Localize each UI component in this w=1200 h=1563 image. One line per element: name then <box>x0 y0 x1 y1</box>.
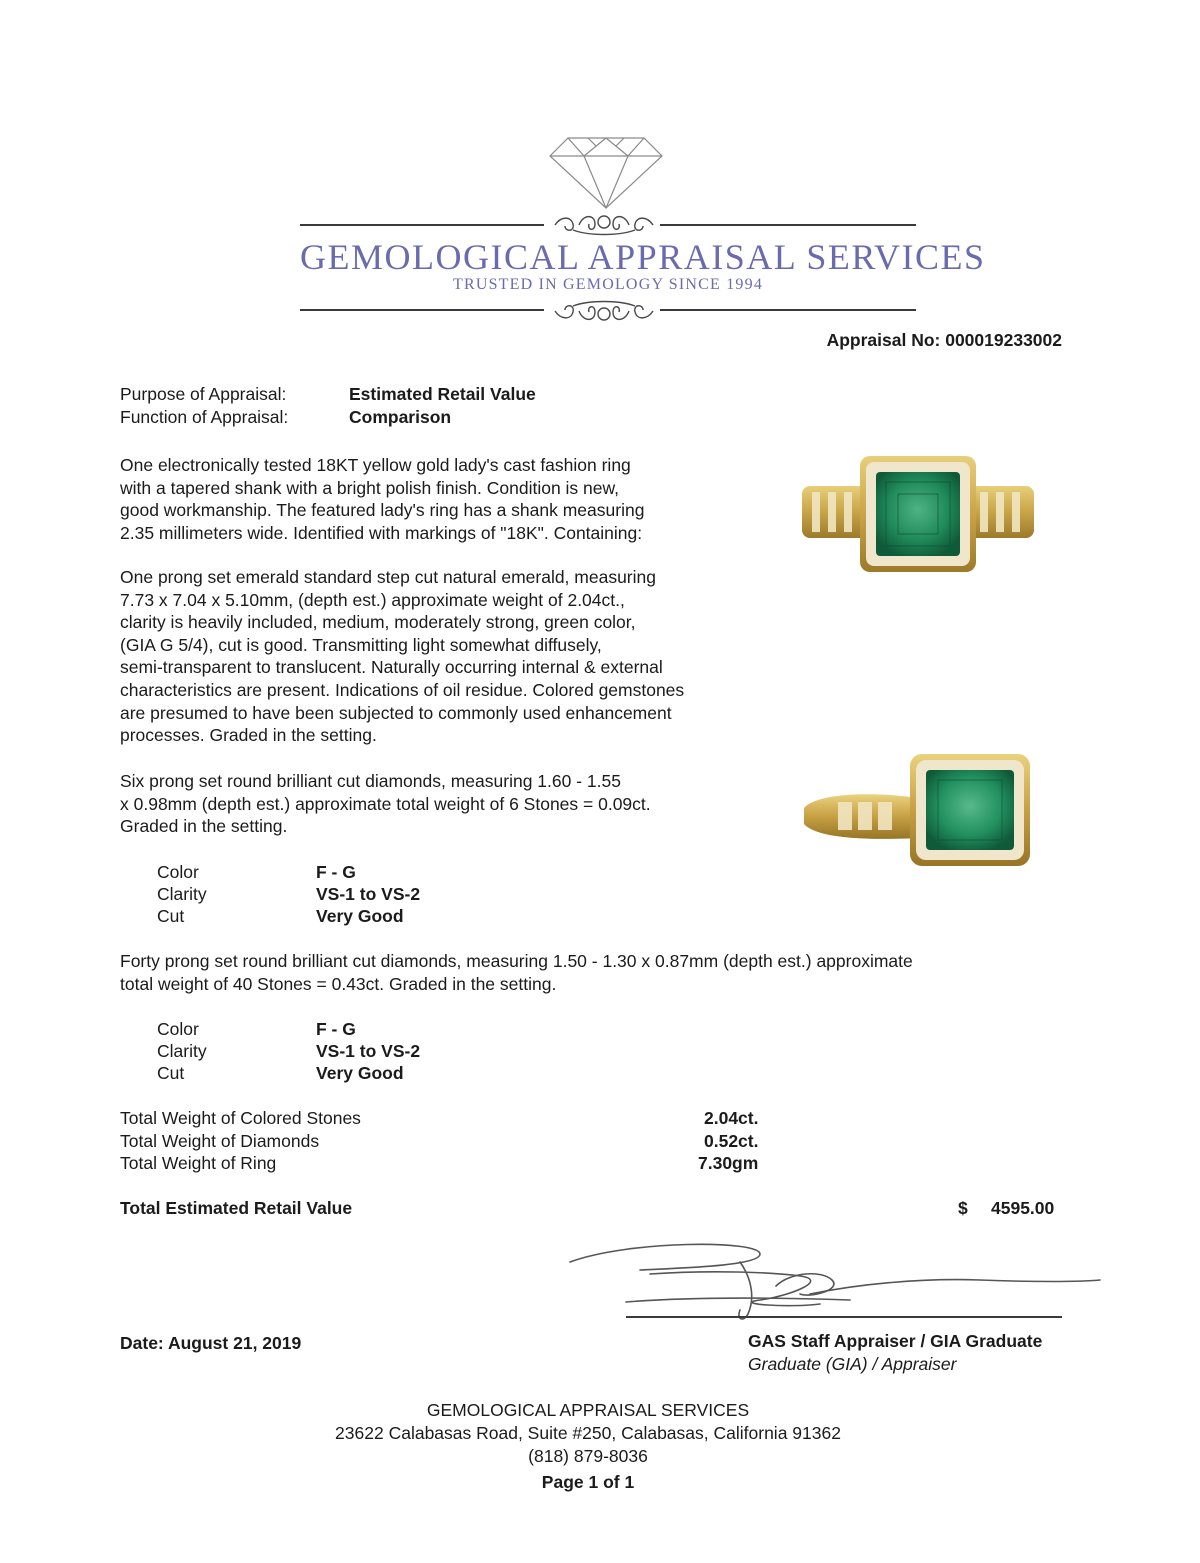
emerald-description-line: are presumed to have been subjected to commonly used enhancement <box>120 702 672 723</box>
emerald-description <box>120 566 770 747</box>
grade-cut-value: Very Good <box>316 906 404 926</box>
purpose-value: Estimated Retail Value <box>349 384 536 404</box>
retail-value-label: Total Estimated Retail Value <box>120 1198 353 1218</box>
six-diamonds-description <box>120 770 770 838</box>
total-ring-weight-value: 7.30gm <box>698 1153 759 1173</box>
total-colored-stones-value: 2.04ct. <box>704 1108 759 1128</box>
grade-clarity-value: VS-1 to VS-2 <box>316 1041 421 1061</box>
total-diamonds-label: Total Weight of Diamonds <box>120 1131 320 1151</box>
grade-color-value: F - G <box>316 862 356 882</box>
emerald-description-line: processes. Graded in the setting. <box>120 725 377 746</box>
grade-color-value: F - G <box>316 1019 356 1039</box>
footer-phone: (818) 879-8036 <box>528 1446 648 1466</box>
emerald-description-line: (GIA G 5/4), cut is good. Transmitting light somewhat diffusely, <box>120 634 602 655</box>
appraiser-signature <box>560 1236 1120 1326</box>
footer-address: 23622 Calabasas Road, Suite #250, Calabasas, California 91362 <box>335 1423 841 1443</box>
six-diamonds-line: Six prong set round brilliant cut diamonds, measuring 1.60 - 1.55 <box>120 771 621 791</box>
forty-diamonds-description <box>120 950 1040 995</box>
header-rule-bottom-left <box>300 309 544 311</box>
grade-clarity-label: Clarity <box>157 884 207 904</box>
ring-description-line: 2.35 millimeters wide. Identified with markings of "18K". Containing: <box>120 522 643 543</box>
forty-diamonds-line: total weight of 40 Stones = 0.43ct. Graded in the setting. <box>120 973 557 994</box>
footer-company: GEMOLOGICAL APPRAISAL SERVICES <box>426 1400 750 1420</box>
purpose-label: Purpose of Appraisal: <box>120 384 287 404</box>
flourish-bottom-icon <box>549 296 659 326</box>
header-rule-bottom-right <box>660 309 916 311</box>
header-rule-top-right <box>660 224 916 226</box>
grade-cut-value: Very Good <box>316 1063 404 1083</box>
ring-description-line: good workmanship. The featured lady's ring has a shank measuring <box>120 500 645 521</box>
six-diamonds-line: Graded in the setting. <box>120 816 288 837</box>
appraisal-date: Date: August 21, 2019 <box>120 1333 302 1353</box>
ring-photo-side <box>798 748 1038 872</box>
grade-color-label: Color <box>157 862 199 882</box>
grade-clarity-label: Clarity <box>157 1041 207 1061</box>
function-value: Comparison <box>349 407 452 427</box>
emerald-description-line: semi-transparent to translucent. Naturally occurring internal & external <box>120 657 663 678</box>
grade-cut-label: Cut <box>157 906 185 926</box>
header-rule-top-left <box>300 224 544 226</box>
six-diamonds-line: x 0.98mm (depth est.) approximate total weight of 6 Stones = 0.09ct. <box>120 793 651 814</box>
page-number: Page 1 of 1 <box>541 1472 635 1492</box>
total-colored-stones-label: Total Weight of Colored Stones <box>120 1108 361 1128</box>
diamond-logo-icon <box>548 132 664 210</box>
grade-cut-label: Cut <box>157 1063 185 1083</box>
emerald-description-line: 7.73 x 7.04 x 5.10mm, (depth est.) approximate weight of 2.04ct., <box>120 589 625 610</box>
appraisal-number: Appraisal No: 000019233002 <box>826 330 1062 350</box>
function-label: Function of Appraisal: <box>120 407 289 427</box>
brand-tagline: TRUSTED IN GEMOLOGY SINCE 1994 <box>452 276 764 293</box>
ring-description <box>120 454 770 544</box>
brand-name: GEMOLOGICAL APPRAISAL SERVICES <box>300 237 986 277</box>
ring-photo-front <box>798 452 1038 576</box>
signature-line <box>626 1316 1062 1318</box>
total-ring-weight-label: Total Weight of Ring <box>120 1153 277 1173</box>
retail-amount: 4595.00 <box>991 1198 1055 1218</box>
emerald-description-line: One prong set emerald standard step cut natural emerald, measuring <box>120 567 656 587</box>
appraiser-title: GAS Staff Appraiser / GIA Graduate <box>748 1331 1043 1351</box>
grade-color-label: Color <box>157 1019 199 1039</box>
appraiser-subtitle: Graduate (GIA) / Appraiser <box>748 1354 957 1374</box>
forty-diamonds-line: Forty prong set round brilliant cut diamonds, measuring 1.50 - 1.30 x 0.87mm (depth est.) approximate <box>120 951 913 971</box>
ring-description-line: with a tapered shank with a bright polish finish. Condition is new, <box>120 477 620 498</box>
emerald-description-line: clarity is heavily included, medium, moderately strong, green color, <box>120 612 636 633</box>
grade-clarity-value: VS-1 to VS-2 <box>316 884 421 904</box>
ring-description-line: One electronically tested 18KT yellow gold lady's cast fashion ring <box>120 455 631 475</box>
total-diamonds-value: 0.52ct. <box>704 1131 759 1151</box>
emerald-description-line: characteristics are present. Indications of oil residue. Colored gemstones <box>120 679 685 700</box>
retail-currency: $ <box>958 1198 968 1218</box>
